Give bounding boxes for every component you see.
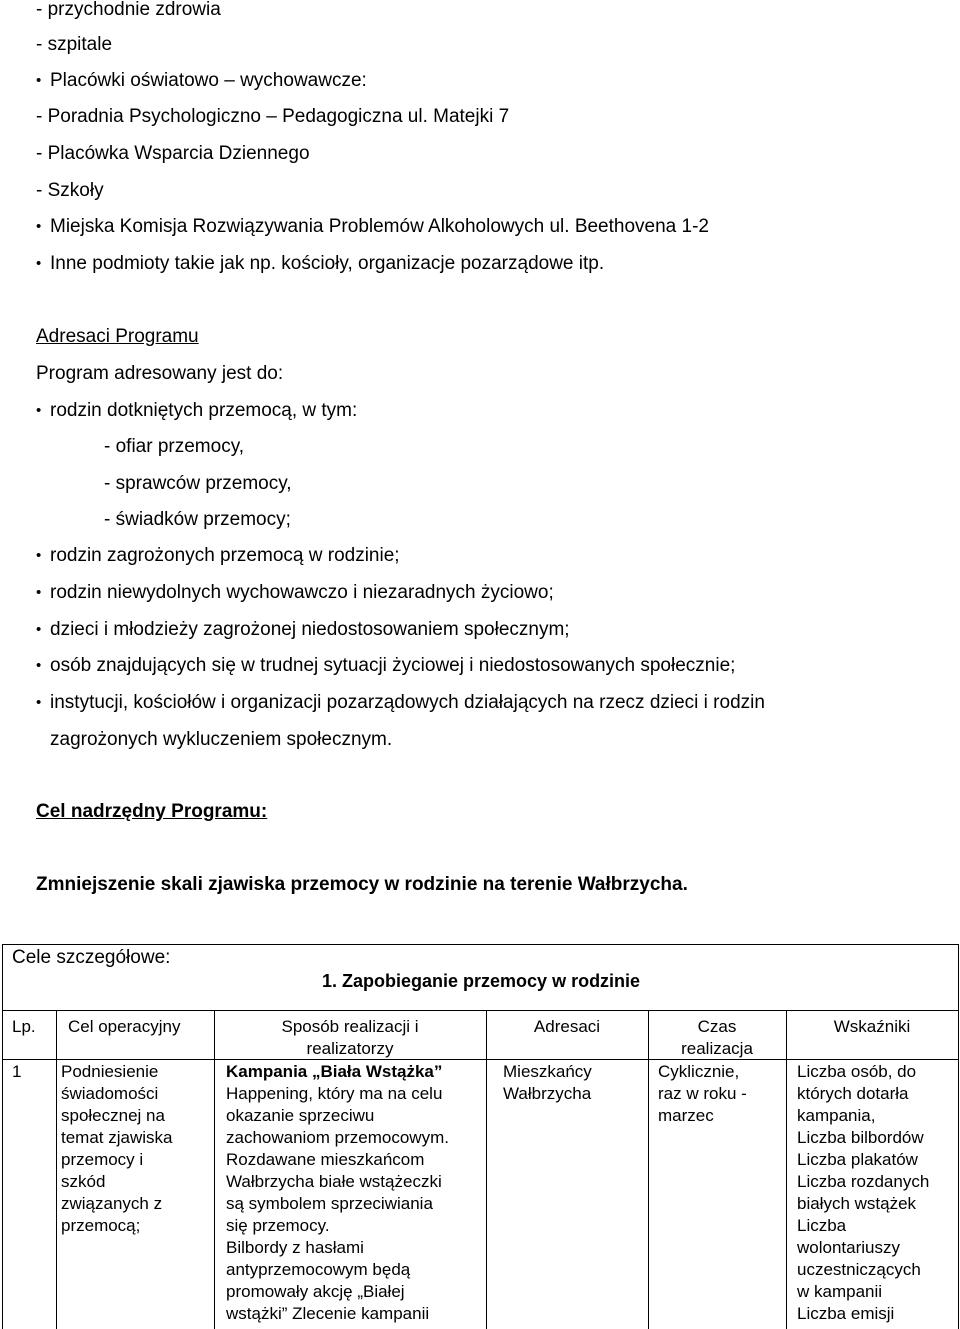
- header-czas: Czas realizacja: [681, 1017, 753, 1058]
- table-border-top: [2, 944, 959, 945]
- cell-wskazniki: Liczba osób, do których dotarła kampania, Liczba bilbordów Liczba plakatów Liczba rozdanych białych wstążek Liczba wolontariuszy uczestniczących w kampanii Liczba emisji: [797, 1062, 930, 1323]
- section-heading-cel: Cel nadrzędny Programu:: [36, 801, 268, 822]
- bullet-item: • dzieci i młodzieży zagrożonej niedostosowaniem społecznym;: [50, 620, 570, 639]
- bullet-item-continuation: zagrożonych wykluczeniem społecznym.: [50, 729, 393, 750]
- bullet-item: • Placówki oświatowo – wychowawcze:: [50, 71, 367, 90]
- table-col-divider: [56, 1011, 57, 1329]
- sub-item: - sprawców przemocy,: [104, 473, 292, 494]
- table-col-divider: [486, 1011, 487, 1329]
- bullet-item: • osób znajdujących się w trudnej sytuacji życiowej i niedostosowanych społecznie;: [50, 656, 735, 675]
- header-wskazniki: Wskaźniki: [833, 1017, 911, 1036]
- list-item: - przychodnie zdrowia: [36, 0, 221, 20]
- list-item: - Szkoły: [36, 180, 104, 201]
- intro-text: Program adresowany jest do:: [36, 363, 284, 384]
- cell-adresaci: Mieszkańcy Wałbrzycha: [503, 1062, 592, 1103]
- header-adresaci: Adresaci: [533, 1017, 601, 1036]
- cele-label: Cele szczegółowe:: [12, 947, 171, 968]
- bullet-item: • rodzin zagrożonych przemocą w rodzinie;: [50, 546, 400, 565]
- table-section-title: 1. Zapobieganie przemocy w rodzinie: [322, 971, 641, 991]
- table-border-left: [2, 944, 3, 1329]
- bullet-item: • instytucji, kościołów i organizacji pozarządowych działających na rzecz dzieci i rodzin: [50, 693, 765, 712]
- sub-item: - ofiar przemocy,: [104, 436, 245, 457]
- header-sposob: Sposób realizacji i realizatorzy: [281, 1017, 419, 1058]
- cell-lp: 1: [12, 1062, 22, 1081]
- cell-cel: Podniesienie świadomości społecznej na temat zjawiska przemocy i szkód związanych z przemocą;: [61, 1062, 173, 1235]
- list-item: - szpitale: [36, 34, 113, 55]
- header-cel: Cel operacyjny: [68, 1017, 181, 1036]
- cell-sposob: Kampania „Biała Wstążka” Happening, który ma na celu okazanie sprzeciwu zachowaniom przemocowym. Rozdawane mieszkańcom Wałbrzycha białe wstążeczki są symbolem sprzeciwiania się przemocy. Bilbordy z hasłami antyprzemocowym będą promowały akcję „Białej wstążki” Zlecenie kampanii: [226, 1062, 449, 1323]
- list-item: - Placówka Wsparcia Dziennego: [36, 143, 310, 164]
- section-heading-adresaci: Adresaci Programu: [36, 326, 199, 347]
- goal-text: Zmniejszenie skali zjawiska przemocy w rodzinie na terenie Wałbrzycha.: [36, 874, 688, 895]
- table-border-section: [2, 1010, 959, 1011]
- cell-czas: Cyklicznie, raz w roku - marzec: [658, 1062, 747, 1125]
- table-border-right: [958, 944, 959, 1329]
- list-item: - Poradnia Psychologiczno – Pedagogiczna ul. Matejki 7: [36, 106, 510, 127]
- table-col-divider: [786, 1011, 787, 1329]
- bullet-item: • Inne podmioty takie jak np. kościoły, organizacje pozarządowe itp.: [50, 254, 604, 273]
- bullet-item: • Miejska Komisja Rozwiązywania Problemów Alkoholowych ul. Beethovena 1-2: [50, 217, 709, 236]
- sub-item: - świadków przemocy;: [104, 509, 291, 530]
- bullet-item: • rodzin niewydolnych wychowawczo i niezaradnych życiowo;: [50, 583, 554, 602]
- bullet-item: • rodzin dotkniętych przemocą, w tym:: [50, 401, 357, 420]
- header-lp: Lp.: [12, 1017, 36, 1036]
